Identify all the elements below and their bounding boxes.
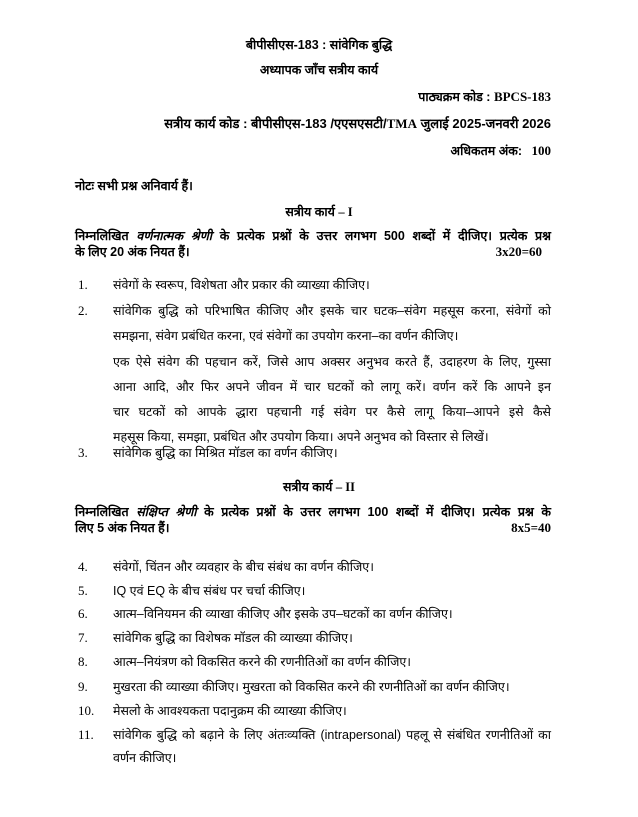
section-heading [0, 204, 638, 220]
question-text-line: सांवेगिक बुद्धि का मिश्रित मॉडल का वर्णन कीजिए। [113, 446, 338, 460]
section-instruction-line2: लिए 5 अंक नियत हैं। [75, 521, 170, 535]
assignment-code [164, 116, 551, 132]
section-heading-text: सत्रीय कार्य [285, 205, 335, 219]
question-text-line: वर्णन कीजिए। [113, 751, 177, 765]
page-subtitle: अध्यापक जाँच सत्रीय कार्य [259, 63, 379, 77]
question-text-line: मेसलो के आवश्यकता पदानुक्रम की व्याख्या कीजिए। [113, 704, 347, 718]
instr-pre: निम्नलिखित [75, 505, 129, 519]
question-text-line: सांवेगिक बुद्धि का विशेषक मॉडल की व्याख्या कीजिए। [113, 631, 353, 645]
section-instruction [75, 228, 551, 244]
question-text-line: आना आदि, और फिर अपने जीवन में चार घटकों को लागू करें। वर्णन करें कि आपने इन [113, 380, 551, 394]
question-number: 4. [78, 559, 88, 574]
section-marks: 8x5=40 [511, 520, 551, 535]
section-numeral: – II [335, 480, 355, 494]
instr-emphasis: वर्णनात्मक श्रेणी [136, 229, 212, 243]
question-number: 6. [78, 606, 88, 621]
section-heading [0, 479, 638, 495]
question-number: 1. [78, 277, 88, 292]
instr-post: के प्रत्येक प्रश्नों के उत्तर लगभग 100 शब्दों में दीजिए। प्रत्येक प्रश्न के [204, 505, 551, 519]
assignment-code-label: सत्रीय कार्य कोड : बीपीसीएस-183 /एएसएसटी/ [164, 116, 387, 131]
question-text-line: आत्म–नियंत्रण को विकसित करने की रणनीतिओं का वर्णन कीजिए। [113, 655, 412, 669]
question-text-line: संवेगों के स्वरूप, विशेषता और प्रकार की व्याख्या कीजिए। [113, 278, 370, 292]
course-code [418, 89, 551, 105]
question-text-line: एक ऐसे संवेग की पहचान करें, जिसे आप अक्सर अनुभव करते हैं, उदाहरण के लिए, गुस्सा [113, 355, 551, 369]
section-numeral: – I [338, 205, 353, 219]
max-marks [451, 143, 551, 159]
question-text-line: समझना, संवेग प्रबंधित करना, एवं संवेगों का उपयोग करना–का वर्णन कीजिए। [113, 329, 459, 343]
page-title: बीपीसीएस-183 : सांवेगिक बुद्धि [245, 38, 393, 52]
course-code-value: BPCS-183 [493, 89, 551, 104]
question-number: 3. [78, 445, 88, 460]
assignment-session: जुलाई 2025-जनवरी 2026 [420, 116, 551, 131]
question-number: 2. [78, 303, 88, 318]
question-text-line: मुखरता की व्याख्या कीजिए। मुखरता को विकसित करने की रणनीतिओं का वर्णन कीजिए। [113, 680, 510, 694]
question-text-line: चार घटकों को आपके द्धारा पहचानी गई संवेग पर कैसे लागू किया–आपने इसे कैसे [113, 405, 551, 419]
question-number: 7. [78, 630, 88, 645]
question-number: 11. [78, 727, 94, 742]
instr-emphasis: संक्षिप्त श्रेणी [136, 505, 197, 519]
instr-pre: निम्नलिखित [75, 229, 129, 243]
course-code-label: पाठ्यक्रम कोड : [418, 90, 491, 104]
section-instruction [75, 504, 551, 520]
question-text-line: महसूस किया, समझा, प्रबंधित और उपयोग किया। अपने अनुभव को विस्तार से लिखें। [113, 430, 489, 444]
instr-post: के प्रत्येक प्रश्नों के उत्तर लगभग 500 शब्दों में दीजिए। प्रत्येक प्रश्न [219, 229, 552, 243]
section-marks: 3x20=60 [495, 244, 542, 259]
max-marks-label: अधिकतम अंक: [450, 144, 523, 158]
question-number: 8. [78, 654, 88, 669]
question-text-line: सांवेगिक बुद्धि को बढ़ाने के लिए अंतःव्यक्ति (intrapersonal) पहलू से संबंधित रणनीतिओं का [113, 728, 551, 742]
question-number: 9. [78, 679, 88, 694]
assignment-code-tma: TMA [386, 116, 417, 131]
question-number: 5. [78, 583, 88, 598]
max-marks-value: 100 [531, 143, 551, 158]
question-text-line: संवेगों, चिंतन और व्यवहार के बीच संबंध का वर्णन कीजिए। [113, 560, 374, 574]
question-text-line: आत्म–विनियमन की व्याखा कीजिए और इसके उप–घटकों का वर्णन कीजिए। [113, 607, 453, 621]
question-text-line: IQ एवं EQ के बीच संबंध पर चर्चा कीजिए। [113, 584, 306, 598]
section-instruction-line2: के लिए 20 अंक नियत हैं। [75, 245, 190, 259]
section-heading-text: सत्रीय कार्य [283, 480, 333, 494]
question-number: 10. [78, 703, 95, 718]
question-text-line: सांवेगिक बुद्धि को परिभाषित कीजिए और इसके चार घटक–संवेग महसूस करना, संवेगों को [113, 304, 551, 318]
note: नोटः सभी प्रश्न अनिवार्य हैं। [75, 179, 193, 193]
